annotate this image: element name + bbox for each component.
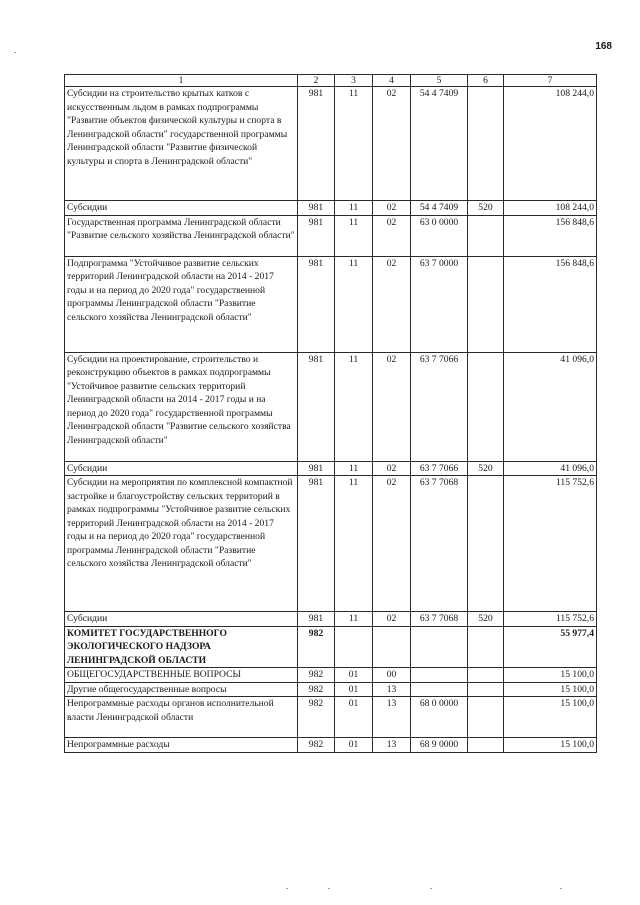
row-type-cell: 520 [468,461,504,476]
row-name-cell: Субсидии [65,201,298,216]
row-section-cell: 01 [335,697,373,738]
header-cell: 4 [373,75,411,87]
row-subsection-cell: 13 [373,697,411,738]
row-section-cell: 11 [335,612,373,627]
table-row [65,256,597,352]
row-target-cell [411,682,468,697]
header-cell: 5 [411,75,468,87]
row-subsection-cell: 02 [373,612,411,627]
row-type-cell [468,215,504,256]
row-target-cell: 54 4 7409 [411,87,468,201]
row-type-cell [468,738,504,753]
row-name-cell: Подпрограмма "Устойчивое развитие сельских территорий Ленинградской области на 2014 - 2017 годы и на период до 2020 года" государственной программы Ленинградской области "Развитие сельского хозяйства Ленинградской области" [65,256,298,352]
scan-speck [328,888,330,889]
row-code-cell: 982 [298,626,335,668]
row-code-cell: 982 [298,668,335,683]
header-row [65,75,597,87]
table-row [65,697,597,738]
row-amount-cell: 41 096,0 [504,461,597,476]
row-type-cell [468,87,504,201]
row-subsection-cell: 02 [373,215,411,256]
page-number: 168 [595,41,612,52]
row-amount-cell: 15 100,0 [504,697,597,738]
row-target-cell: 63 7 0000 [411,256,468,352]
header-cell: 2 [298,75,335,87]
row-section-cell: 11 [335,215,373,256]
row-amount-cell: 108 244,0 [504,87,597,201]
scan-speck [14,52,16,53]
row-code-cell: 982 [298,738,335,753]
row-section-cell: 11 [335,461,373,476]
table-row [65,352,597,461]
row-code-cell: 981 [298,87,335,201]
scan-speck [560,888,562,889]
row-code-cell: 982 [298,682,335,697]
row-section-cell: 11 [335,87,373,201]
row-section-cell: 11 [335,201,373,216]
row-type-cell [468,682,504,697]
scan-speck [430,888,432,889]
row-subsection-cell: 02 [373,476,411,612]
row-subsection-cell: 02 [373,352,411,461]
table-row [65,201,597,216]
row-name-cell: Субсидии [65,461,298,476]
table-body [65,87,597,753]
row-subsection-cell: 02 [373,461,411,476]
row-amount-cell: 115 752,6 [504,476,597,612]
row-name-cell: Другие общегосударственные вопросы [65,682,298,697]
row-target-cell: 63 0 0000 [411,215,468,256]
table-row [65,476,597,612]
row-target-cell: 68 0 0000 [411,697,468,738]
row-name-cell: ОБЩЕГОСУДАРСТВЕННЫЕ ВОПРОСЫ [65,668,298,683]
row-amount-cell: 156 848,6 [504,256,597,352]
row-amount-cell: 15 100,0 [504,682,597,697]
table-row [65,461,597,476]
row-target-cell: 63 7 7068 [411,476,468,612]
row-target-cell: 63 7 7066 [411,461,468,476]
table-row [65,626,597,668]
row-section-cell: 11 [335,476,373,612]
row-subsection-cell: 02 [373,201,411,216]
header-cell: 3 [335,75,373,87]
row-section-cell: 01 [335,668,373,683]
row-section-cell: 01 [335,738,373,753]
row-section-cell: 11 [335,256,373,352]
row-type-cell: 520 [468,612,504,627]
row-section-cell: 11 [335,352,373,461]
row-amount-cell: 156 848,6 [504,215,597,256]
table-row [65,612,597,627]
header-cell: 6 [468,75,504,87]
row-name-cell: Непрограммные расходы органов исполнительной власти Ленинградской области [65,697,298,738]
row-target-cell: 63 7 7066 [411,352,468,461]
row-target-cell: 63 7 7068 [411,612,468,627]
row-code-cell: 981 [298,215,335,256]
row-amount-cell: 55 977,4 [504,626,597,668]
row-name-cell: Непрограммные расходы [65,738,298,753]
row-type-cell [468,352,504,461]
row-name-cell: КОМИТЕТ ГОСУДАРСТВЕННОГО ЭКОЛОГИЧЕСКОГО НАДЗОРА ЛЕНИНГРАДСКОЙ ОБЛАСТИ [65,626,298,668]
row-section-cell: 01 [335,682,373,697]
table-row [65,87,597,201]
row-amount-cell: 108 244,0 [504,201,597,216]
scan-speck [286,888,288,889]
row-code-cell: 981 [298,352,335,461]
row-name-cell: Субсидии на строительство крытых катков с искусственным льдом в рамках подпрограммы "Развитие объектов физической культуры и спорта в Ленинградской области" государственной программы Ленинградской области "Развитие физической культуры и спорта в Ленинградской области" [65,87,298,201]
row-target-cell [411,668,468,683]
row-target-cell: 68 9 0000 [411,738,468,753]
row-code-cell: 981 [298,612,335,627]
row-type-cell [468,256,504,352]
header-cell: 1 [65,75,298,87]
row-code-cell: 981 [298,256,335,352]
row-type-cell [468,476,504,612]
row-code-cell: 981 [298,476,335,612]
row-amount-cell: 41 096,0 [504,352,597,461]
row-amount-cell: 115 752,6 [504,612,597,627]
row-subsection-cell: 13 [373,738,411,753]
row-type-cell: 520 [468,201,504,216]
table-row [65,682,597,697]
row-amount-cell: 15 100,0 [504,738,597,753]
row-subsection-cell: 02 [373,87,411,201]
row-name-cell: Государственная программа Ленинградской области "Развитие сельского хозяйства Ленинградской области" [65,215,298,256]
row-code-cell: 981 [298,201,335,216]
row-name-cell: Субсидии на проектирование, строительство и реконструкцию объектов в рамках подпрограммы "Устойчивое развитие сельских территорий Ленинградской области на 2014 - 2017 годы и на период до 2020 года" государственной программы Ленинградской области "Развитие сельского хозяйства Ленинградской области" [65,352,298,461]
table-row [65,215,597,256]
row-subsection-cell: 02 [373,256,411,352]
row-target-cell: 54 4 7409 [411,201,468,216]
table-row [65,668,597,683]
row-type-cell [468,626,504,668]
row-name-cell: Субсидии [65,612,298,627]
row-section-cell [335,626,373,668]
row-code-cell: 981 [298,461,335,476]
row-code-cell: 982 [298,697,335,738]
row-type-cell [468,697,504,738]
table-row [65,738,597,753]
row-target-cell [411,626,468,668]
row-subsection-cell [373,626,411,668]
row-subsection-cell: 00 [373,668,411,683]
row-type-cell [468,668,504,683]
row-subsection-cell: 13 [373,682,411,697]
row-name-cell: Субсидии на мероприятия по комплексной компактной застройке и благоустройству сельских территорий в рамках подпрограммы "Устойчивое развитие сельских территорий Ленинградской области на 2014 - 2017 годы и на период до 2020 года" государственной программы Ленинградской области "Развитие сельского хозяйства Ленинградской области" [65,476,298,612]
row-amount-cell: 15 100,0 [504,668,597,683]
budget-table [64,74,597,753]
header-cell: 7 [504,75,597,87]
